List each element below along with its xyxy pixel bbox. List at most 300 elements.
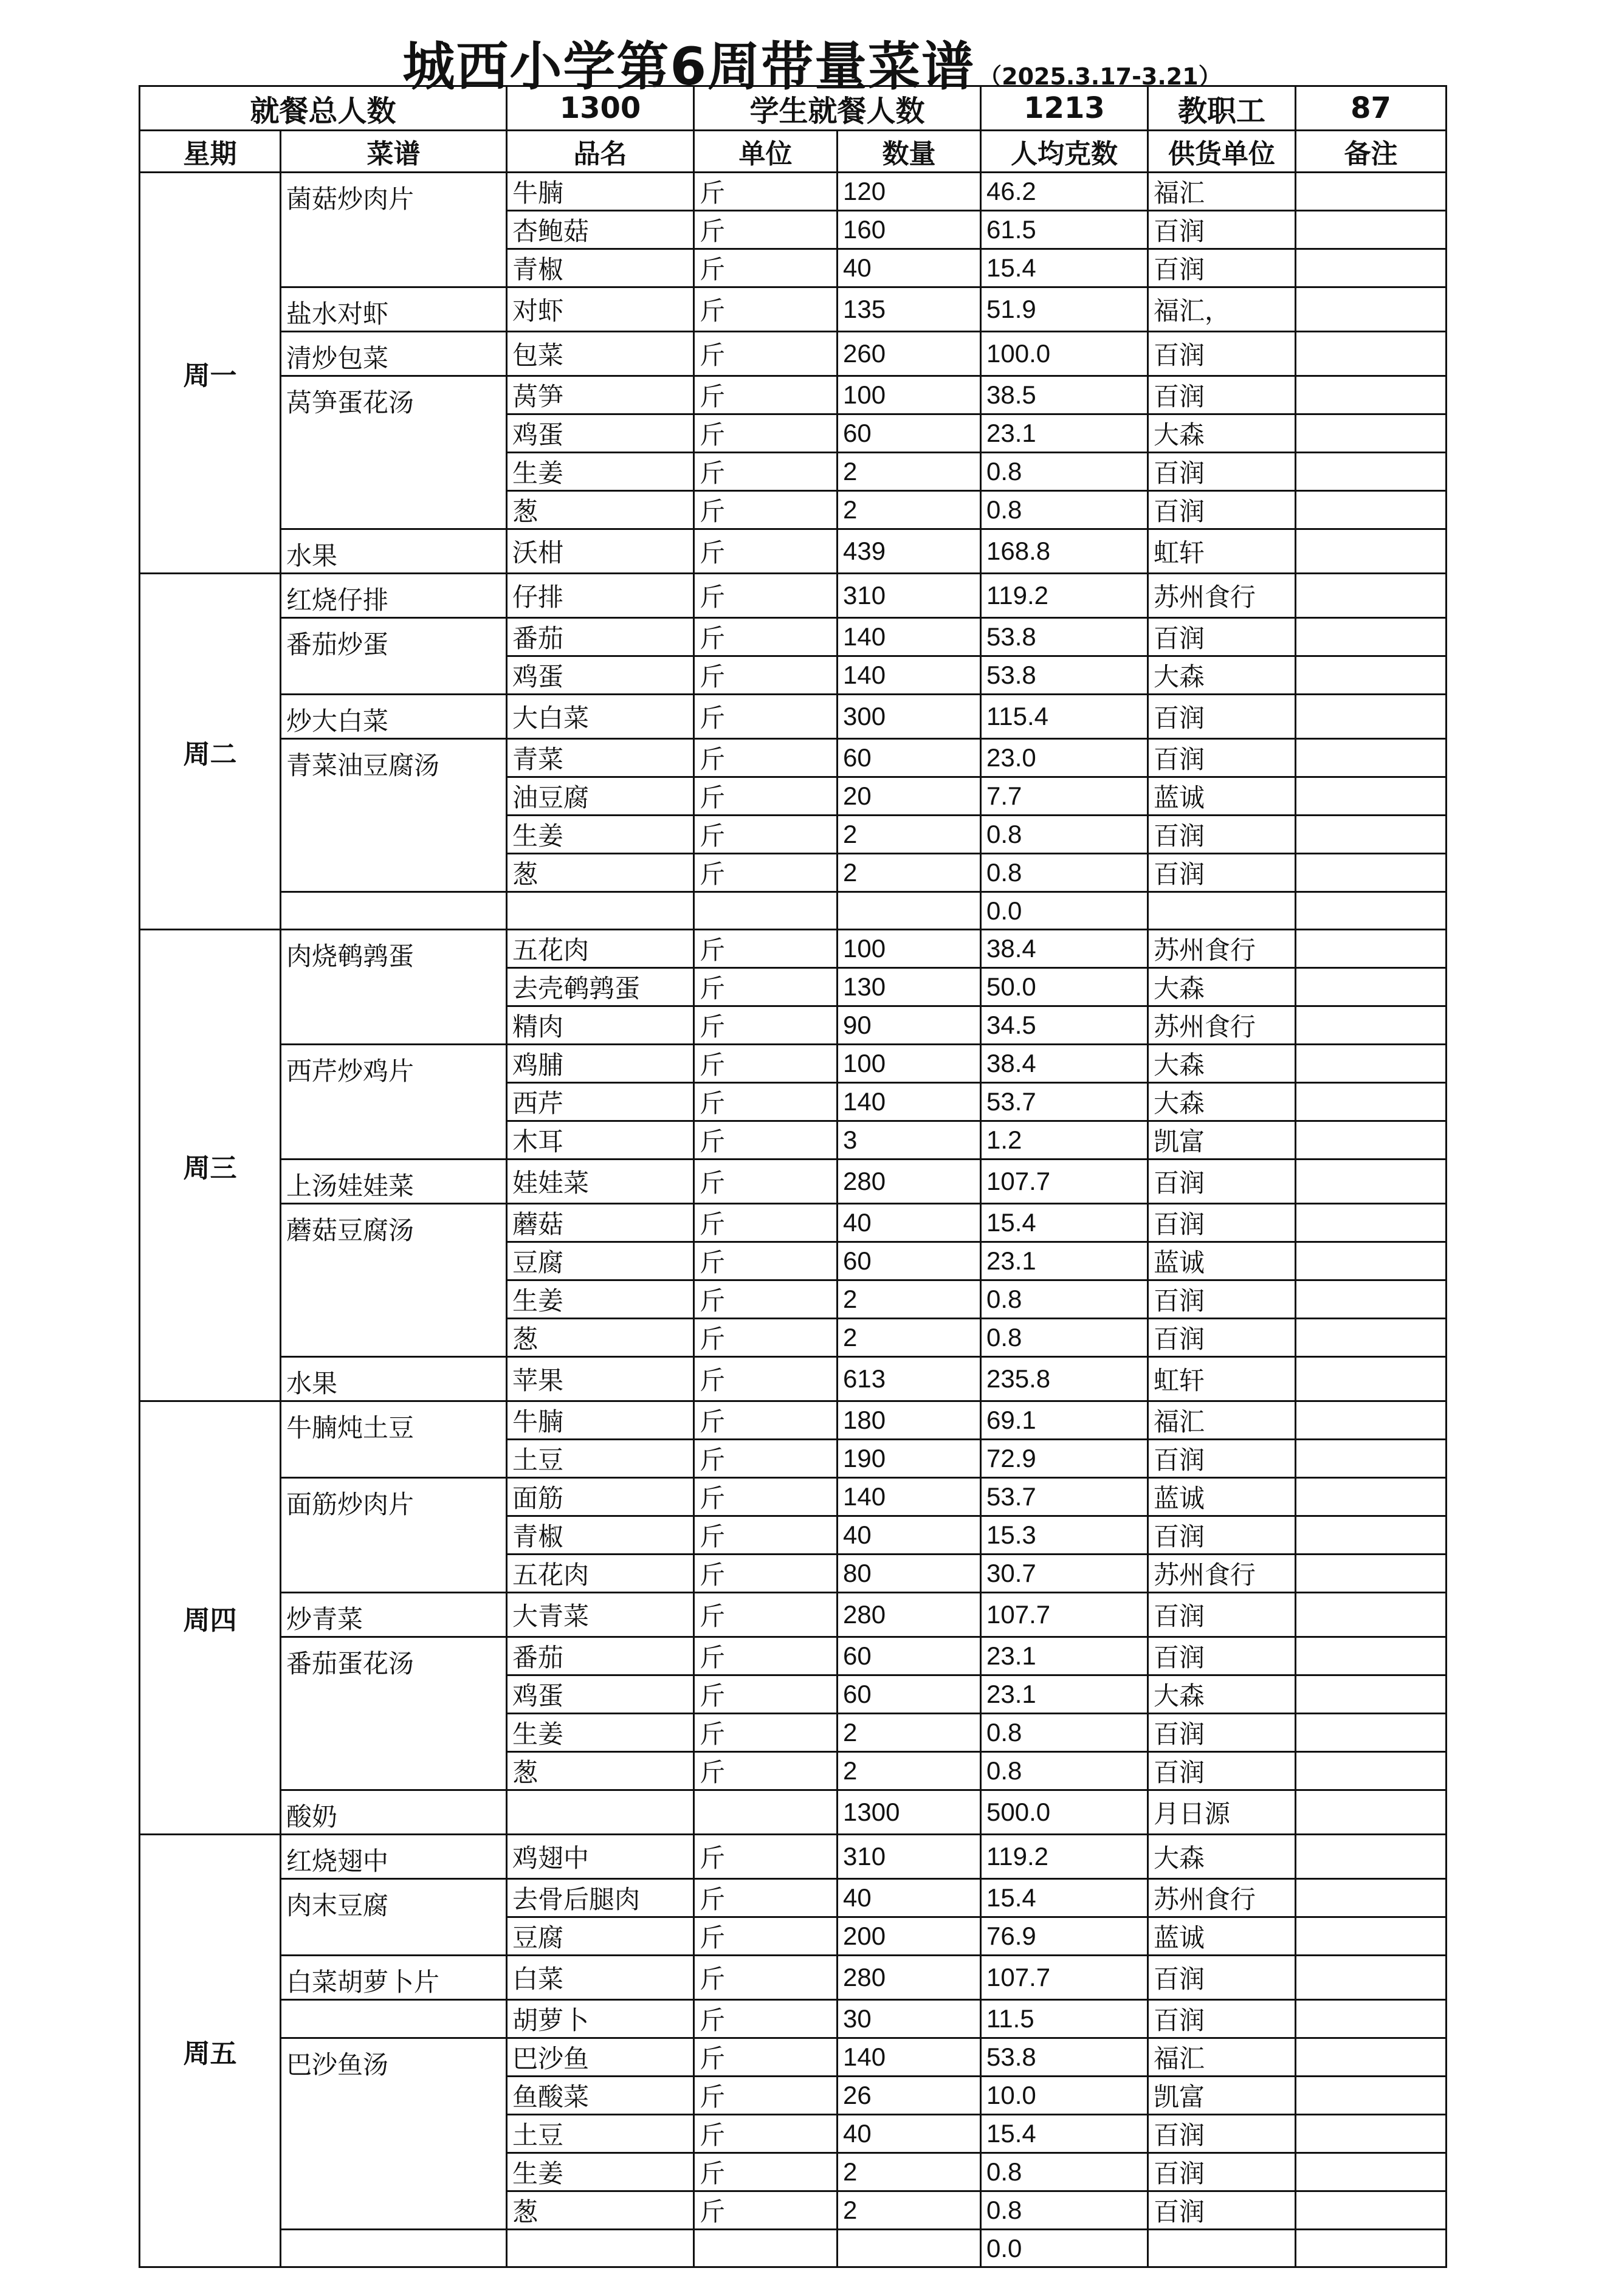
grams-per-person-cell: 53.7 (981, 1478, 1148, 1516)
supplier-cell: 大森 (1148, 1835, 1296, 1879)
unit-cell: 斤 (694, 1879, 838, 1917)
quantity-cell: 40 (838, 1204, 981, 1242)
table-row (140, 1160, 1447, 1204)
supplier-cell: 蓝诚 (1148, 1478, 1296, 1516)
quantity-cell: 2 (838, 1714, 981, 1752)
item-name-cell: 番茄 (507, 1637, 694, 1675)
item-name-cell: 生姜 (507, 1280, 694, 1319)
notes-cell (1296, 1160, 1447, 1204)
table-row (140, 574, 1447, 618)
grams-per-person-cell: 107.7 (981, 1593, 1148, 1637)
dish-cell (281, 892, 507, 930)
grams-per-person-cell: 53.8 (981, 618, 1148, 656)
supplier-cell: 福汇， (1148, 287, 1296, 332)
notes-cell (1296, 2230, 1447, 2267)
table-row (140, 1204, 1447, 1242)
quantity-cell: 2 (838, 1280, 981, 1319)
item-name-cell: 五花肉 (507, 930, 694, 968)
quantity-cell: 280 (838, 1956, 981, 2000)
notes-cell (1296, 249, 1447, 287)
table-row (140, 287, 1447, 332)
unit-cell: 斤 (694, 1675, 838, 1714)
supplier-cell: 百润 (1148, 2191, 1296, 2230)
quantity-cell: 100 (838, 930, 981, 968)
notes-cell (1296, 414, 1447, 453)
notes-cell (1296, 529, 1447, 574)
dish-cell: 酸奶 (281, 1790, 507, 1835)
grams-per-person-cell: 38.5 (981, 376, 1148, 414)
dish-cell (281, 2000, 507, 2038)
supplier-cell: 苏州食行 (1148, 1879, 1296, 1917)
supplier-cell: 蓝诚 (1148, 1917, 1296, 1956)
grams-per-person-cell: 107.7 (981, 1956, 1148, 2000)
quantity-cell: 140 (838, 618, 981, 656)
quantity-cell: 280 (838, 1593, 981, 1637)
day-cell: 周四 (140, 1401, 281, 1835)
unit-cell: 斤 (694, 2115, 838, 2153)
unit-cell: 斤 (694, 1555, 838, 1593)
dish-cell: 番茄蛋花汤 (281, 1637, 507, 1790)
supplier-cell: 虹轩 (1148, 529, 1296, 574)
quantity-cell: 140 (838, 1083, 981, 1121)
grams-per-person-cell: 46.2 (981, 173, 1148, 211)
dish-cell: 炒青菜 (281, 1593, 507, 1637)
notes-cell (1296, 491, 1447, 529)
item-name-cell: 牛腩 (507, 1401, 694, 1440)
unit-cell (694, 892, 838, 930)
supplier-cell: 福汇 (1148, 2038, 1296, 2077)
unit-cell: 斤 (694, 491, 838, 529)
quantity-cell (838, 892, 981, 930)
grams-per-person-cell: 11.5 (981, 2000, 1148, 2038)
unit-cell (694, 1790, 838, 1835)
header-quantity: 数量 (838, 131, 981, 173)
notes-cell (1296, 1637, 1447, 1675)
item-name-cell: 葱 (507, 1319, 694, 1357)
item-name-cell: 五花肉 (507, 1555, 694, 1593)
grams-per-person-cell: 23.1 (981, 1242, 1148, 1280)
unit-cell: 斤 (694, 1835, 838, 1879)
quantity-cell: 40 (838, 249, 981, 287)
grams-per-person-cell: 0.8 (981, 453, 1148, 491)
supplier-cell: 百润 (1148, 1280, 1296, 1319)
table-row (140, 2230, 1447, 2267)
supplier-cell: 大森 (1148, 968, 1296, 1006)
dish-cell: 红烧翅中 (281, 1835, 507, 1879)
item-name-cell: 莴笋 (507, 376, 694, 414)
quantity-cell: 60 (838, 739, 981, 777)
table-row (140, 2000, 1447, 2038)
supplier-cell: 百润 (1148, 1593, 1296, 1637)
notes-cell (1296, 453, 1447, 491)
grams-per-person-cell: 38.4 (981, 1045, 1148, 1083)
staff-label: 教职工 (1148, 86, 1296, 131)
quantity-cell (838, 2230, 981, 2267)
table-row (140, 173, 1447, 211)
quantity-cell: 2 (838, 453, 981, 491)
notes-cell (1296, 1242, 1447, 1280)
quantity-cell: 40 (838, 2115, 981, 2153)
item-name-cell: 西芹 (507, 1083, 694, 1121)
item-name-cell: 土豆 (507, 2115, 694, 2153)
quantity-cell: 300 (838, 695, 981, 739)
grams-per-person-cell: 23.0 (981, 739, 1148, 777)
unit-cell: 斤 (694, 1956, 838, 2000)
grams-per-person-cell: 168.8 (981, 529, 1148, 574)
notes-cell (1296, 574, 1447, 618)
dish-cell: 莴笋蛋花汤 (281, 376, 507, 529)
notes-cell (1296, 1593, 1447, 1637)
item-name-cell: 木耳 (507, 1121, 694, 1160)
notes-cell (1296, 930, 1447, 968)
grams-per-person-cell: 69.1 (981, 1401, 1148, 1440)
table-row (140, 739, 1447, 777)
item-name-cell (507, 892, 694, 930)
quantity-cell: 260 (838, 332, 981, 376)
grams-per-person-cell: 15.4 (981, 1879, 1148, 1917)
notes-cell (1296, 1204, 1447, 1242)
supplier-cell: 百润 (1148, 249, 1296, 287)
notes-cell (1296, 1917, 1447, 1956)
unit-cell: 斤 (694, 2000, 838, 2038)
notes-cell (1296, 1006, 1447, 1045)
quantity-cell: 190 (838, 1440, 981, 1478)
table-row (140, 892, 1447, 930)
unit-cell: 斤 (694, 777, 838, 816)
dish-cell: 青菜油豆腐汤 (281, 739, 507, 892)
item-name-cell: 豆腐 (507, 1917, 694, 1956)
item-name-cell: 巴沙鱼 (507, 2038, 694, 2077)
unit-cell: 斤 (694, 1006, 838, 1045)
item-name-cell: 包菜 (507, 332, 694, 376)
supplier-cell: 苏州食行 (1148, 1006, 1296, 1045)
item-name-cell: 生姜 (507, 2153, 694, 2191)
item-name-cell: 青菜 (507, 739, 694, 777)
supplier-cell: 百润 (1148, 816, 1296, 854)
supplier-cell: 大森 (1148, 1045, 1296, 1083)
dish-cell: 水果 (281, 529, 507, 574)
dish-cell: 蘑菇豆腐汤 (281, 1204, 507, 1357)
summary-row (140, 86, 1447, 131)
day-cell: 周三 (140, 930, 281, 1401)
supplier-cell: 百润 (1148, 1956, 1296, 2000)
table-row (140, 1593, 1447, 1637)
notes-cell (1296, 656, 1447, 695)
supplier-cell (1148, 2230, 1296, 2267)
table-row (140, 1478, 1447, 1516)
notes-cell (1296, 1516, 1447, 1555)
quantity-cell: 60 (838, 1637, 981, 1675)
page-title: 城西小学第6周带量菜谱 (402, 36, 975, 97)
unit-cell: 斤 (694, 2191, 838, 2230)
dish-cell: 面筋炒肉片 (281, 1478, 507, 1593)
grams-per-person-cell: 119.2 (981, 574, 1148, 618)
supplier-cell: 大森 (1148, 1083, 1296, 1121)
unit-cell: 斤 (694, 968, 838, 1006)
unit-cell: 斤 (694, 1083, 838, 1121)
notes-cell (1296, 892, 1447, 930)
supplier-cell: 百润 (1148, 1204, 1296, 1242)
notes-cell (1296, 1555, 1447, 1593)
unit-cell: 斤 (694, 1593, 838, 1637)
grams-per-person-cell: 76.9 (981, 1917, 1148, 1956)
dish-cell: 盐水对虾 (281, 287, 507, 332)
quantity-cell: 2 (838, 1319, 981, 1357)
item-name-cell: 番茄 (507, 618, 694, 656)
quantity-cell: 140 (838, 1478, 981, 1516)
header-item: 品名 (507, 131, 694, 173)
quantity-cell: 2 (838, 2191, 981, 2230)
quantity-cell: 2 (838, 2153, 981, 2191)
item-name-cell: 大青菜 (507, 1593, 694, 1637)
item-name-cell: 鸡翅中 (507, 1835, 694, 1879)
dish-cell: 巴沙鱼汤 (281, 2038, 507, 2230)
grams-per-person-cell: 0.8 (981, 491, 1148, 529)
supplier-cell: 大森 (1148, 414, 1296, 453)
notes-cell (1296, 1121, 1447, 1160)
grams-per-person-cell: 0.8 (981, 2153, 1148, 2191)
grams-per-person-cell: 61.5 (981, 211, 1148, 249)
header-grams-per-person: 人均克数 (981, 131, 1148, 173)
total-diners-value: 1300 (507, 86, 694, 131)
notes-cell (1296, 173, 1447, 211)
item-name-cell: 去骨后腿肉 (507, 1879, 694, 1917)
notes-cell (1296, 777, 1447, 816)
unit-cell (694, 2230, 838, 2267)
item-name-cell: 生姜 (507, 453, 694, 491)
supplier-cell: 百润 (1148, 695, 1296, 739)
unit-cell: 斤 (694, 2153, 838, 2191)
quantity-cell: 40 (838, 1879, 981, 1917)
header-notes: 备注 (1296, 131, 1447, 173)
grams-per-person-cell: 23.1 (981, 1675, 1148, 1714)
unit-cell: 斤 (694, 249, 838, 287)
quantity-cell: 310 (838, 1835, 981, 1879)
grams-per-person-cell: 15.3 (981, 1516, 1148, 1555)
item-name-cell: 生姜 (507, 1714, 694, 1752)
header-supplier: 供货单位 (1148, 131, 1296, 173)
unit-cell: 斤 (694, 1045, 838, 1083)
table-row (140, 930, 1447, 968)
supplier-cell: 苏州食行 (1148, 574, 1296, 618)
unit-cell: 斤 (694, 930, 838, 968)
quantity-cell: 280 (838, 1160, 981, 1204)
header-unit: 单位 (694, 131, 838, 173)
grams-per-person-cell: 107.7 (981, 1160, 1148, 1204)
notes-cell (1296, 2153, 1447, 2191)
notes-cell (1296, 287, 1447, 332)
table-row (140, 1790, 1447, 1835)
notes-cell (1296, 2077, 1447, 2115)
dish-cell: 肉烧鹌鹑蛋 (281, 930, 507, 1045)
table-row (140, 2038, 1447, 2077)
supplier-cell: 百润 (1148, 1319, 1296, 1357)
unit-cell: 斤 (694, 574, 838, 618)
notes-cell (1296, 695, 1447, 739)
grams-per-person-cell: 0.8 (981, 2191, 1148, 2230)
unit-cell: 斤 (694, 287, 838, 332)
table-row (140, 1956, 1447, 2000)
supplier-cell: 百润 (1148, 376, 1296, 414)
grams-per-person-cell: 119.2 (981, 1835, 1148, 1879)
item-name-cell: 鱼酸菜 (507, 2077, 694, 2115)
grams-per-person-cell: 15.4 (981, 1204, 1148, 1242)
supplier-cell: 大森 (1148, 656, 1296, 695)
item-name-cell: 去壳鹌鹑蛋 (507, 968, 694, 1006)
quantity-cell: 2 (838, 491, 981, 529)
supplier-cell: 百润 (1148, 1516, 1296, 1555)
notes-cell (1296, 2000, 1447, 2038)
quantity-cell: 26 (838, 2077, 981, 2115)
dish-cell: 炒大白菜 (281, 695, 507, 739)
item-name-cell: 胡萝卜 (507, 2000, 694, 2038)
quantity-cell: 310 (838, 574, 981, 618)
notes-cell (1296, 1319, 1447, 1357)
quantity-cell: 60 (838, 414, 981, 453)
staff-value: 87 (1296, 86, 1447, 131)
unit-cell: 斤 (694, 1160, 838, 1204)
grams-per-person-cell: 235.8 (981, 1357, 1148, 1401)
item-name-cell: 生姜 (507, 816, 694, 854)
student-diners-value: 1213 (981, 86, 1148, 131)
grams-per-person-cell: 53.8 (981, 656, 1148, 695)
grams-per-person-cell: 0.8 (981, 1280, 1148, 1319)
grams-per-person-cell: 30.7 (981, 1555, 1148, 1593)
quantity-cell: 60 (838, 1675, 981, 1714)
table-row (140, 376, 1447, 414)
grams-per-person-cell: 0.8 (981, 854, 1148, 892)
item-name-cell: 鸡蛋 (507, 414, 694, 453)
quantity-cell: 613 (838, 1357, 981, 1401)
notes-cell (1296, 1401, 1447, 1440)
dish-cell: 西芹炒鸡片 (281, 1045, 507, 1160)
notes-cell (1296, 968, 1447, 1006)
quantity-cell: 1300 (838, 1790, 981, 1835)
grams-per-person-cell: 0.0 (981, 892, 1148, 930)
quantity-cell: 140 (838, 2038, 981, 2077)
item-name-cell: 蘑菇 (507, 1204, 694, 1242)
supplier-cell: 百润 (1148, 2153, 1296, 2191)
unit-cell: 斤 (694, 1357, 838, 1401)
notes-cell (1296, 1045, 1447, 1083)
notes-cell (1296, 376, 1447, 414)
unit-cell: 斤 (694, 1637, 838, 1675)
item-name-cell (507, 2230, 694, 2267)
notes-cell (1296, 1790, 1447, 1835)
supplier-cell: 百润 (1148, 332, 1296, 376)
quantity-cell: 3 (838, 1121, 981, 1160)
dish-cell: 菌菇炒肉片 (281, 173, 507, 287)
item-name-cell: 鸡蛋 (507, 656, 694, 695)
quantity-cell: 180 (838, 1401, 981, 1440)
item-name-cell: 土豆 (507, 1440, 694, 1478)
item-name-cell: 葱 (507, 854, 694, 892)
unit-cell: 斤 (694, 816, 838, 854)
quantity-cell: 100 (838, 1045, 981, 1083)
quantity-cell: 439 (838, 529, 981, 574)
grams-per-person-cell: 53.7 (981, 1083, 1148, 1121)
notes-cell (1296, 1835, 1447, 1879)
item-name-cell: 大白菜 (507, 695, 694, 739)
unit-cell: 斤 (694, 1204, 838, 1242)
supplier-cell: 福汇 (1148, 1401, 1296, 1440)
unit-cell: 斤 (694, 854, 838, 892)
grams-per-person-cell: 50.0 (981, 968, 1148, 1006)
table-row (140, 1637, 1447, 1675)
item-name-cell: 鸡蛋 (507, 1675, 694, 1714)
supplier-cell (1148, 892, 1296, 930)
table-row (140, 1879, 1447, 1917)
unit-cell: 斤 (694, 618, 838, 656)
quantity-cell: 30 (838, 2000, 981, 2038)
unit-cell: 斤 (694, 656, 838, 695)
supplier-cell: 百润 (1148, 453, 1296, 491)
unit-cell: 斤 (694, 1752, 838, 1790)
total-diners-label: 就餐总人数 (140, 86, 507, 131)
supplier-cell: 百润 (1148, 491, 1296, 529)
item-name-cell: 苹果 (507, 1357, 694, 1401)
supplier-cell: 蓝诚 (1148, 777, 1296, 816)
supplier-cell: 蓝诚 (1148, 1242, 1296, 1280)
notes-cell (1296, 618, 1447, 656)
grams-per-person-cell: 72.9 (981, 1440, 1148, 1478)
dish-cell: 牛腩炖土豆 (281, 1401, 507, 1478)
supplier-cell: 百润 (1148, 2000, 1296, 2038)
item-name-cell: 青椒 (507, 249, 694, 287)
grams-per-person-cell: 0.0 (981, 2230, 1148, 2267)
unit-cell: 斤 (694, 1516, 838, 1555)
header-dish: 菜谱 (281, 131, 507, 173)
quantity-cell: 2 (838, 1752, 981, 1790)
unit-cell: 斤 (694, 1242, 838, 1280)
notes-cell (1296, 2191, 1447, 2230)
unit-cell: 斤 (694, 453, 838, 491)
unit-cell: 斤 (694, 173, 838, 211)
supplier-cell: 百润 (1148, 739, 1296, 777)
grams-per-person-cell: 51.9 (981, 287, 1148, 332)
unit-cell: 斤 (694, 1319, 838, 1357)
grams-per-person-cell: 0.8 (981, 1319, 1148, 1357)
notes-cell (1296, 2038, 1447, 2077)
table-row (140, 1401, 1447, 1440)
notes-cell (1296, 1752, 1447, 1790)
supplier-cell: 百润 (1148, 2115, 1296, 2153)
unit-cell: 斤 (694, 414, 838, 453)
quantity-cell: 20 (838, 777, 981, 816)
quantity-cell: 160 (838, 211, 981, 249)
item-name-cell: 面筋 (507, 1478, 694, 1516)
item-name-cell: 娃娃菜 (507, 1160, 694, 1204)
grams-per-person-cell: 23.1 (981, 1637, 1148, 1675)
dish-cell: 水果 (281, 1357, 507, 1401)
item-name-cell: 鸡脯 (507, 1045, 694, 1083)
supplier-cell: 凯富 (1148, 1121, 1296, 1160)
notes-cell (1296, 739, 1447, 777)
quantity-cell: 2 (838, 816, 981, 854)
item-name-cell: 牛腩 (507, 173, 694, 211)
supplier-cell: 百润 (1148, 1752, 1296, 1790)
item-name-cell: 青椒 (507, 1516, 694, 1555)
unit-cell: 斤 (694, 211, 838, 249)
menu-table (139, 85, 1447, 2268)
item-name-cell: 沃柑 (507, 529, 694, 574)
quantity-cell: 130 (838, 968, 981, 1006)
quantity-cell: 40 (838, 1516, 981, 1555)
unit-cell: 斤 (694, 2077, 838, 2115)
supplier-cell: 月日源 (1148, 1790, 1296, 1835)
grams-per-person-cell: 23.1 (981, 414, 1148, 453)
dish-cell: 肉末豆腐 (281, 1879, 507, 1956)
